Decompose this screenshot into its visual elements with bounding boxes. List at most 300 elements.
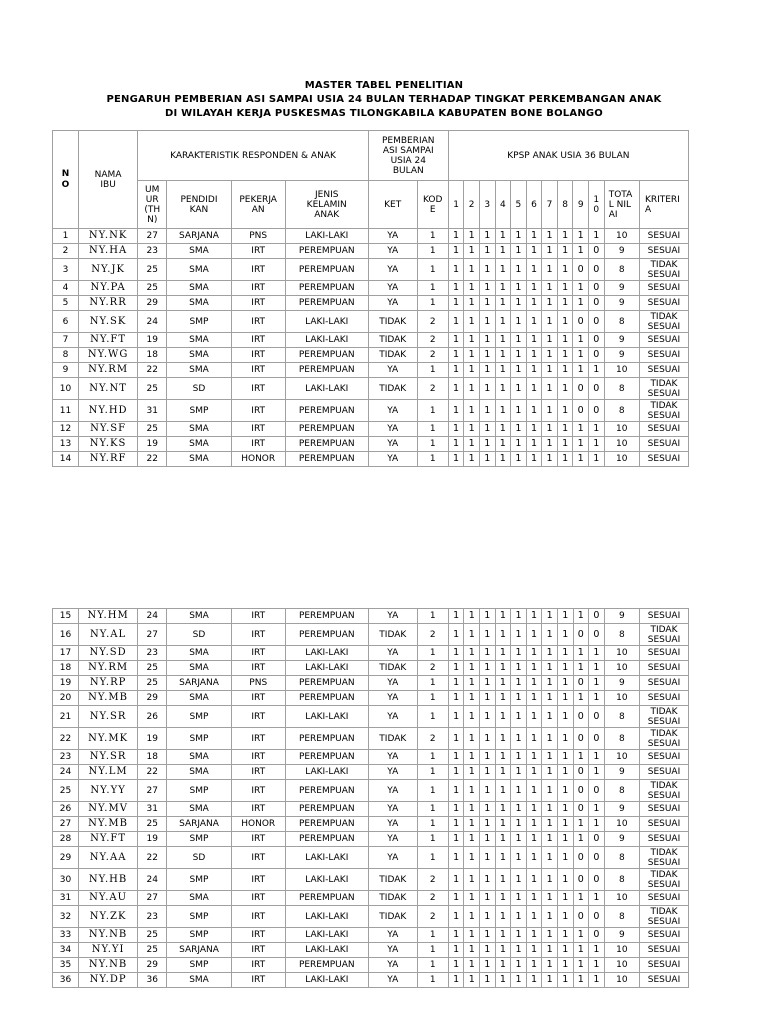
cell-no: 22 <box>53 728 79 750</box>
cell-nama-ibu: NY.RR <box>78 296 137 311</box>
cell-jenis-kelamin: LAKI-LAKI <box>285 229 368 244</box>
cell-kpsp-item: 1 <box>495 296 511 311</box>
cell-kpsp-item: 1 <box>511 281 527 296</box>
table-row <box>53 750 689 765</box>
cell-kpsp-item: 1 <box>511 765 527 780</box>
cell-ket: YA <box>368 437 417 452</box>
cell-pendidikan: SMA <box>167 802 231 817</box>
header-no: NO <box>53 131 79 229</box>
cell-kpsp-item: 1 <box>557 691 573 706</box>
cell-kpsp-item: 1 <box>464 817 480 832</box>
cell-total-nilai: 10 <box>604 661 639 676</box>
cell-kpsp-item: 1 <box>464 728 480 750</box>
cell-kpsp-item: 1 <box>526 765 542 780</box>
table-row <box>53 348 689 363</box>
cell-umur: 22 <box>138 847 167 869</box>
cell-kpsp-item: 1 <box>526 378 542 400</box>
cell-kpsp-item: 1 <box>511 311 527 333</box>
cell-kpsp-item: 1 <box>542 244 558 259</box>
table-subtitle: PENGARUH PEMBERIAN ASI SAMPAI USIA 24 BULAN TERHADAP TINGKAT PERKEMBANGAN ANAK <box>106 94 662 105</box>
cell-kpsp-item: 1 <box>480 750 496 765</box>
cell-pendidikan: SMP <box>167 728 231 750</box>
cell-nama-ibu: NY.MV <box>78 802 137 817</box>
cell-kpsp-item: 1 <box>542 452 558 467</box>
cell-pendidikan: SMA <box>167 363 231 378</box>
cell-jenis-kelamin: PEREMPUAN <box>285 832 368 847</box>
cell-pendidikan: SMA <box>167 646 231 661</box>
cell-no: 31 <box>53 891 79 906</box>
cell-kriteria: SESUAI <box>639 750 688 765</box>
cell-pendidikan: SMP <box>167 928 231 943</box>
cell-kpsp-item: 0 <box>588 281 604 296</box>
table-row <box>53 847 689 869</box>
cell-kpsp-item: 1 <box>464 958 480 973</box>
cell-umur: 25 <box>138 281 167 296</box>
table-row <box>53 437 689 452</box>
cell-jenis-kelamin: PEREMPUAN <box>285 422 368 437</box>
cell-pekerjaan: IRT <box>231 348 285 363</box>
cell-ket: YA <box>368 943 417 958</box>
cell-pendidikan: SMA <box>167 333 231 348</box>
cell-no: 17 <box>53 646 79 661</box>
cell-no: 4 <box>53 281 79 296</box>
cell-nama-ibu: NY.RP <box>78 676 137 691</box>
cell-kpsp-item: 1 <box>589 973 605 988</box>
cell-kpsp-item: 1 <box>526 958 542 973</box>
cell-kode: 1 <box>417 452 448 467</box>
cell-kpsp-item: 1 <box>573 333 589 348</box>
table-row <box>53 869 689 891</box>
cell-umur: 25 <box>138 661 167 676</box>
cell-kpsp-item: 0 <box>573 400 589 422</box>
cell-kriteria: SESUAI <box>639 452 688 467</box>
cell-kode: 2 <box>417 624 448 646</box>
cell-kpsp-item: 1 <box>589 943 605 958</box>
cell-kriteria: TIDAK SESUAI <box>639 847 688 869</box>
cell-no: 15 <box>53 609 79 624</box>
cell-ket: YA <box>368 646 417 661</box>
cell-kpsp-item: 0 <box>589 928 605 943</box>
cell-kpsp-item: 1 <box>464 661 480 676</box>
cell-kode: 1 <box>417 958 448 973</box>
cell-kriteria: SESUAI <box>639 244 688 259</box>
cell-nama-ibu: NY.PA <box>78 281 137 296</box>
table-row <box>53 609 689 624</box>
cell-kode: 1 <box>417 973 448 988</box>
cell-umur: 29 <box>138 958 167 973</box>
cell-kriteria: TIDAK SESUAI <box>639 728 688 750</box>
cell-pekerjaan: IRT <box>231 244 285 259</box>
cell-kpsp-item: 1 <box>573 646 589 661</box>
header-item: 3 <box>479 181 495 229</box>
cell-kpsp-item: 1 <box>479 281 495 296</box>
cell-total-nilai: 10 <box>604 973 639 988</box>
cell-kpsp-item: 1 <box>557 847 573 869</box>
cell-kpsp-item: 1 <box>526 691 542 706</box>
cell-no: 13 <box>53 437 79 452</box>
cell-kpsp-item: 1 <box>495 676 511 691</box>
table-row <box>53 244 689 259</box>
cell-kpsp-item: 1 <box>589 646 605 661</box>
cell-no: 32 <box>53 906 79 928</box>
cell-kpsp-item: 1 <box>557 928 573 943</box>
cell-pendidikan: SMA <box>167 281 231 296</box>
cell-kpsp-item: 1 <box>511 422 527 437</box>
cell-kpsp-item: 1 <box>448 728 464 750</box>
cell-kpsp-item: 1 <box>464 609 480 624</box>
cell-pendidikan: SMA <box>167 661 231 676</box>
table-row <box>53 802 689 817</box>
cell-pendidikan: SMP <box>167 958 231 973</box>
cell-kpsp-item: 1 <box>511 891 527 906</box>
cell-no: 2 <box>53 244 79 259</box>
cell-kriteria: SESUAI <box>639 943 688 958</box>
cell-kpsp-item: 1 <box>557 363 573 378</box>
cell-nama-ibu: NY.HD <box>78 400 137 422</box>
cell-umur: 19 <box>138 437 167 452</box>
cell-kpsp-item: 1 <box>495 348 511 363</box>
cell-kpsp-item: 1 <box>542 624 558 646</box>
cell-kpsp-item: 1 <box>511 296 527 311</box>
cell-kpsp-item: 1 <box>480 943 496 958</box>
cell-kpsp-item: 1 <box>464 780 480 802</box>
cell-kpsp-item: 1 <box>557 348 573 363</box>
cell-kpsp-item: 1 <box>495 437 511 452</box>
cell-pendidikan: SD <box>167 378 231 400</box>
cell-kode: 2 <box>417 906 448 928</box>
cell-kpsp-item: 1 <box>573 973 589 988</box>
cell-ket: YA <box>368 847 417 869</box>
cell-jenis-kelamin: LAKI-LAKI <box>285 928 368 943</box>
cell-umur: 24 <box>138 311 167 333</box>
cell-ket: YA <box>368 691 417 706</box>
cell-nama-ibu: NY.SK <box>78 311 137 333</box>
header-item: 5 <box>511 181 527 229</box>
cell-ket: YA <box>368 452 417 467</box>
cell-kpsp-item: 1 <box>464 244 480 259</box>
cell-pendidikan: SMA <box>167 691 231 706</box>
cell-jenis-kelamin: PEREMPUAN <box>285 244 368 259</box>
cell-kriteria: SESUAI <box>639 363 688 378</box>
cell-jenis-kelamin: PEREMPUAN <box>285 817 368 832</box>
cell-kpsp-item: 1 <box>448 609 464 624</box>
cell-kpsp-item: 0 <box>589 869 605 891</box>
cell-kpsp-item: 1 <box>526 706 542 728</box>
cell-kpsp-item: 1 <box>448 676 464 691</box>
cell-kpsp-item: 1 <box>573 437 589 452</box>
cell-kpsp-item: 1 <box>480 780 496 802</box>
cell-pendidikan: SARJANA <box>167 229 231 244</box>
cell-ket: TIDAK <box>368 624 417 646</box>
cell-kpsp-item: 1 <box>464 676 480 691</box>
table-row <box>53 706 689 728</box>
cell-kpsp-item: 1 <box>573 928 589 943</box>
cell-kpsp-item: 1 <box>511 229 527 244</box>
cell-pendidikan: SMP <box>167 311 231 333</box>
cell-kpsp-item: 1 <box>448 363 464 378</box>
cell-nama-ibu: NY.SR <box>78 750 137 765</box>
cell-kpsp-item: 1 <box>542 691 558 706</box>
cell-ket: YA <box>368 706 417 728</box>
cell-kpsp-item: 1 <box>495 943 511 958</box>
cell-kode: 1 <box>417 422 448 437</box>
cell-kpsp-item: 1 <box>448 244 464 259</box>
cell-total-nilai: 8 <box>604 624 639 646</box>
cell-ket: YA <box>368 676 417 691</box>
cell-pendidikan: SMA <box>167 437 231 452</box>
cell-ket: YA <box>368 296 417 311</box>
cell-pekerjaan: IRT <box>231 928 285 943</box>
cell-kpsp-item: 1 <box>495 906 511 928</box>
cell-total-nilai: 9 <box>604 765 639 780</box>
cell-kpsp-item: 0 <box>573 802 589 817</box>
cell-nama-ibu: NY.HM <box>78 609 137 624</box>
cell-kpsp-item: 1 <box>542 728 558 750</box>
cell-kpsp-item: 1 <box>495 624 511 646</box>
cell-kpsp-item: 1 <box>495 832 511 847</box>
cell-kpsp-item: 1 <box>526 422 542 437</box>
cell-pekerjaan: IRT <box>231 691 285 706</box>
cell-kpsp-item: 1 <box>448 817 464 832</box>
cell-kpsp-item: 1 <box>511 452 527 467</box>
cell-no: 26 <box>53 802 79 817</box>
cell-kpsp-item: 1 <box>464 624 480 646</box>
cell-total-nilai: 9 <box>604 676 639 691</box>
cell-kpsp-item: 1 <box>480 817 496 832</box>
cell-kpsp-item: 1 <box>479 259 495 281</box>
cell-kpsp-item: 1 <box>526 437 542 452</box>
cell-kpsp-item: 1 <box>542 943 558 958</box>
cell-kpsp-item: 1 <box>573 296 589 311</box>
table-row <box>53 229 689 244</box>
cell-kpsp-item: 1 <box>542 609 558 624</box>
cell-nama-ibu: NY.FT <box>78 333 137 348</box>
cell-pekerjaan: IRT <box>231 728 285 750</box>
cell-kpsp-item: 0 <box>573 378 589 400</box>
cell-total-nilai: 8 <box>604 847 639 869</box>
cell-kpsp-item: 0 <box>589 847 605 869</box>
cell-kpsp-item: 1 <box>557 452 573 467</box>
cell-kpsp-item: 1 <box>542 817 558 832</box>
cell-umur: 24 <box>138 869 167 891</box>
cell-kpsp-item: 1 <box>480 691 496 706</box>
cell-kpsp-item: 1 <box>573 229 589 244</box>
cell-no: 25 <box>53 780 79 802</box>
cell-kpsp-item: 1 <box>495 817 511 832</box>
cell-kpsp-item: 1 <box>511 676 527 691</box>
cell-kpsp-item: 1 <box>511 928 527 943</box>
cell-kpsp-item: 1 <box>573 661 589 676</box>
cell-kriteria: SESUAI <box>639 348 688 363</box>
cell-kpsp-item: 1 <box>542 437 558 452</box>
cell-kpsp-item: 1 <box>526 802 542 817</box>
cell-kode: 2 <box>417 661 448 676</box>
cell-pekerjaan: HONOR <box>231 817 285 832</box>
cell-jenis-kelamin: LAKI-LAKI <box>285 973 368 988</box>
cell-kpsp-item: 1 <box>526 728 542 750</box>
cell-kpsp-item: 1 <box>511 847 527 869</box>
cell-kriteria: TIDAK SESUAI <box>639 400 688 422</box>
cell-kpsp-item: 1 <box>589 817 605 832</box>
cell-kpsp-item: 1 <box>480 958 496 973</box>
cell-kpsp-item: 0 <box>588 378 604 400</box>
cell-kpsp-item: 1 <box>511 780 527 802</box>
cell-kpsp-item: 0 <box>589 906 605 928</box>
header-karakteristik: KARAKTERISTIK RESPONDEN & ANAK <box>138 131 369 181</box>
cell-no: 6 <box>53 311 79 333</box>
cell-kpsp-item: 1 <box>542 296 558 311</box>
cell-pekerjaan: IRT <box>231 832 285 847</box>
table-row <box>53 422 689 437</box>
cell-nama-ibu: NY.MK <box>78 728 137 750</box>
cell-kpsp-item: 1 <box>511 869 527 891</box>
cell-kpsp-item: 1 <box>464 928 480 943</box>
cell-no: 19 <box>53 676 79 691</box>
header-pendidikan: PENDIDIKAN <box>167 181 231 229</box>
cell-no: 7 <box>53 333 79 348</box>
cell-kpsp-item: 1 <box>542 802 558 817</box>
cell-kpsp-item: 1 <box>573 958 589 973</box>
cell-kpsp-item: 1 <box>448 891 464 906</box>
cell-kpsp-item: 1 <box>573 691 589 706</box>
cell-kpsp-item: 1 <box>557 437 573 452</box>
cell-kpsp-item: 1 <box>511 333 527 348</box>
cell-kpsp-item: 1 <box>464 973 480 988</box>
cell-pendidikan: SMA <box>167 452 231 467</box>
cell-pendidikan: SD <box>167 847 231 869</box>
cell-kpsp-item: 1 <box>495 646 511 661</box>
header-pekerjaan: PEKERJAAN <box>231 181 285 229</box>
cell-pendidikan: SMA <box>167 973 231 988</box>
cell-ket: YA <box>368 363 417 378</box>
cell-kpsp-item: 1 <box>557 943 573 958</box>
master-table-part-2 <box>52 608 689 988</box>
cell-kpsp-item: 1 <box>511 958 527 973</box>
cell-no: 21 <box>53 706 79 728</box>
cell-kpsp-item: 1 <box>479 296 495 311</box>
cell-kpsp-item: 1 <box>464 437 480 452</box>
cell-umur: 22 <box>138 765 167 780</box>
cell-kpsp-item: 1 <box>557 765 573 780</box>
cell-pekerjaan: IRT <box>231 378 285 400</box>
cell-kode: 1 <box>417 802 448 817</box>
table-row <box>53 973 689 988</box>
cell-kpsp-item: 1 <box>573 452 589 467</box>
cell-kpsp-item: 1 <box>480 646 496 661</box>
cell-kpsp-item: 1 <box>495 259 511 281</box>
table-row <box>53 943 689 958</box>
cell-ket: YA <box>368 928 417 943</box>
cell-kpsp-item: 1 <box>557 281 573 296</box>
cell-kpsp-item: 0 <box>588 333 604 348</box>
cell-kpsp-item: 1 <box>495 311 511 333</box>
cell-kpsp-item: 1 <box>589 802 605 817</box>
cell-pekerjaan: IRT <box>231 891 285 906</box>
cell-pendidikan: SARJANA <box>167 943 231 958</box>
cell-nama-ibu: NY.NK <box>78 229 137 244</box>
cell-no: 20 <box>53 691 79 706</box>
cell-pekerjaan: IRT <box>231 646 285 661</box>
cell-umur: 19 <box>138 333 167 348</box>
cell-umur: 27 <box>138 229 167 244</box>
cell-kpsp-item: 1 <box>526 906 542 928</box>
cell-pendidikan: SMP <box>167 780 231 802</box>
cell-ket: YA <box>368 422 417 437</box>
cell-jenis-kelamin: LAKI-LAKI <box>285 869 368 891</box>
table-row <box>53 378 689 400</box>
cell-total-nilai: 9 <box>604 244 639 259</box>
cell-nama-ibu: NY.AU <box>78 891 137 906</box>
cell-kode: 1 <box>417 676 448 691</box>
cell-kpsp-item: 1 <box>495 661 511 676</box>
cell-nama-ibu: NY.HA <box>78 244 137 259</box>
cell-kpsp-item: 1 <box>464 311 480 333</box>
header-jenis-kelamin: JENIS KELAMIN ANAK <box>285 181 368 229</box>
cell-kriteria: TIDAK SESUAI <box>639 259 688 281</box>
cell-kpsp-item: 1 <box>573 832 589 847</box>
cell-pekerjaan: IRT <box>231 780 285 802</box>
cell-kpsp-item: 1 <box>542 348 558 363</box>
cell-ket: TIDAK <box>368 311 417 333</box>
cell-kpsp-item: 1 <box>526 869 542 891</box>
cell-kpsp-item: 1 <box>557 400 573 422</box>
cell-kpsp-item: 1 <box>557 229 573 244</box>
cell-kpsp-item: 1 <box>511 728 527 750</box>
cell-umur: 25 <box>138 259 167 281</box>
cell-kpsp-item: 0 <box>573 259 589 281</box>
cell-kpsp-item: 1 <box>557 706 573 728</box>
header-item: 9 <box>573 181 589 229</box>
cell-jenis-kelamin: PEREMPUAN <box>285 750 368 765</box>
cell-kpsp-item: 1 <box>448 750 464 765</box>
cell-kpsp-item: 1 <box>464 847 480 869</box>
cell-kpsp-item: 1 <box>479 400 495 422</box>
cell-kpsp-item: 1 <box>526 333 542 348</box>
cell-kpsp-item: 1 <box>479 363 495 378</box>
cell-kpsp-item: 1 <box>589 958 605 973</box>
cell-pekerjaan: IRT <box>231 333 285 348</box>
cell-kriteria: SESUAI <box>639 437 688 452</box>
cell-kpsp-item: 1 <box>464 348 480 363</box>
cell-kriteria: SESUAI <box>639 691 688 706</box>
cell-kpsp-item: 1 <box>557 750 573 765</box>
cell-kode: 1 <box>417 296 448 311</box>
cell-no: 11 <box>53 400 79 422</box>
cell-no: 24 <box>53 765 79 780</box>
cell-kode: 1 <box>417 780 448 802</box>
cell-kpsp-item: 1 <box>526 646 542 661</box>
cell-kpsp-item: 1 <box>495 750 511 765</box>
cell-kpsp-item: 1 <box>526 609 542 624</box>
cell-umur: 27 <box>138 624 167 646</box>
cell-pekerjaan: IRT <box>231 802 285 817</box>
cell-kpsp-item: 1 <box>448 661 464 676</box>
cell-umur: 23 <box>138 244 167 259</box>
cell-pendidikan: SARJANA <box>167 676 231 691</box>
cell-kpsp-item: 1 <box>479 437 495 452</box>
table-row <box>53 311 689 333</box>
cell-kpsp-item: 1 <box>511 832 527 847</box>
cell-kpsp-item: 0 <box>588 244 604 259</box>
cell-ket: YA <box>368 244 417 259</box>
cell-kpsp-item: 1 <box>573 943 589 958</box>
cell-kpsp-item: 1 <box>464 378 480 400</box>
cell-pekerjaan: IRT <box>231 437 285 452</box>
cell-kpsp-item: 1 <box>557 958 573 973</box>
cell-kpsp-item: 1 <box>464 296 480 311</box>
cell-umur: 25 <box>138 817 167 832</box>
cell-kpsp-item: 1 <box>511 378 527 400</box>
